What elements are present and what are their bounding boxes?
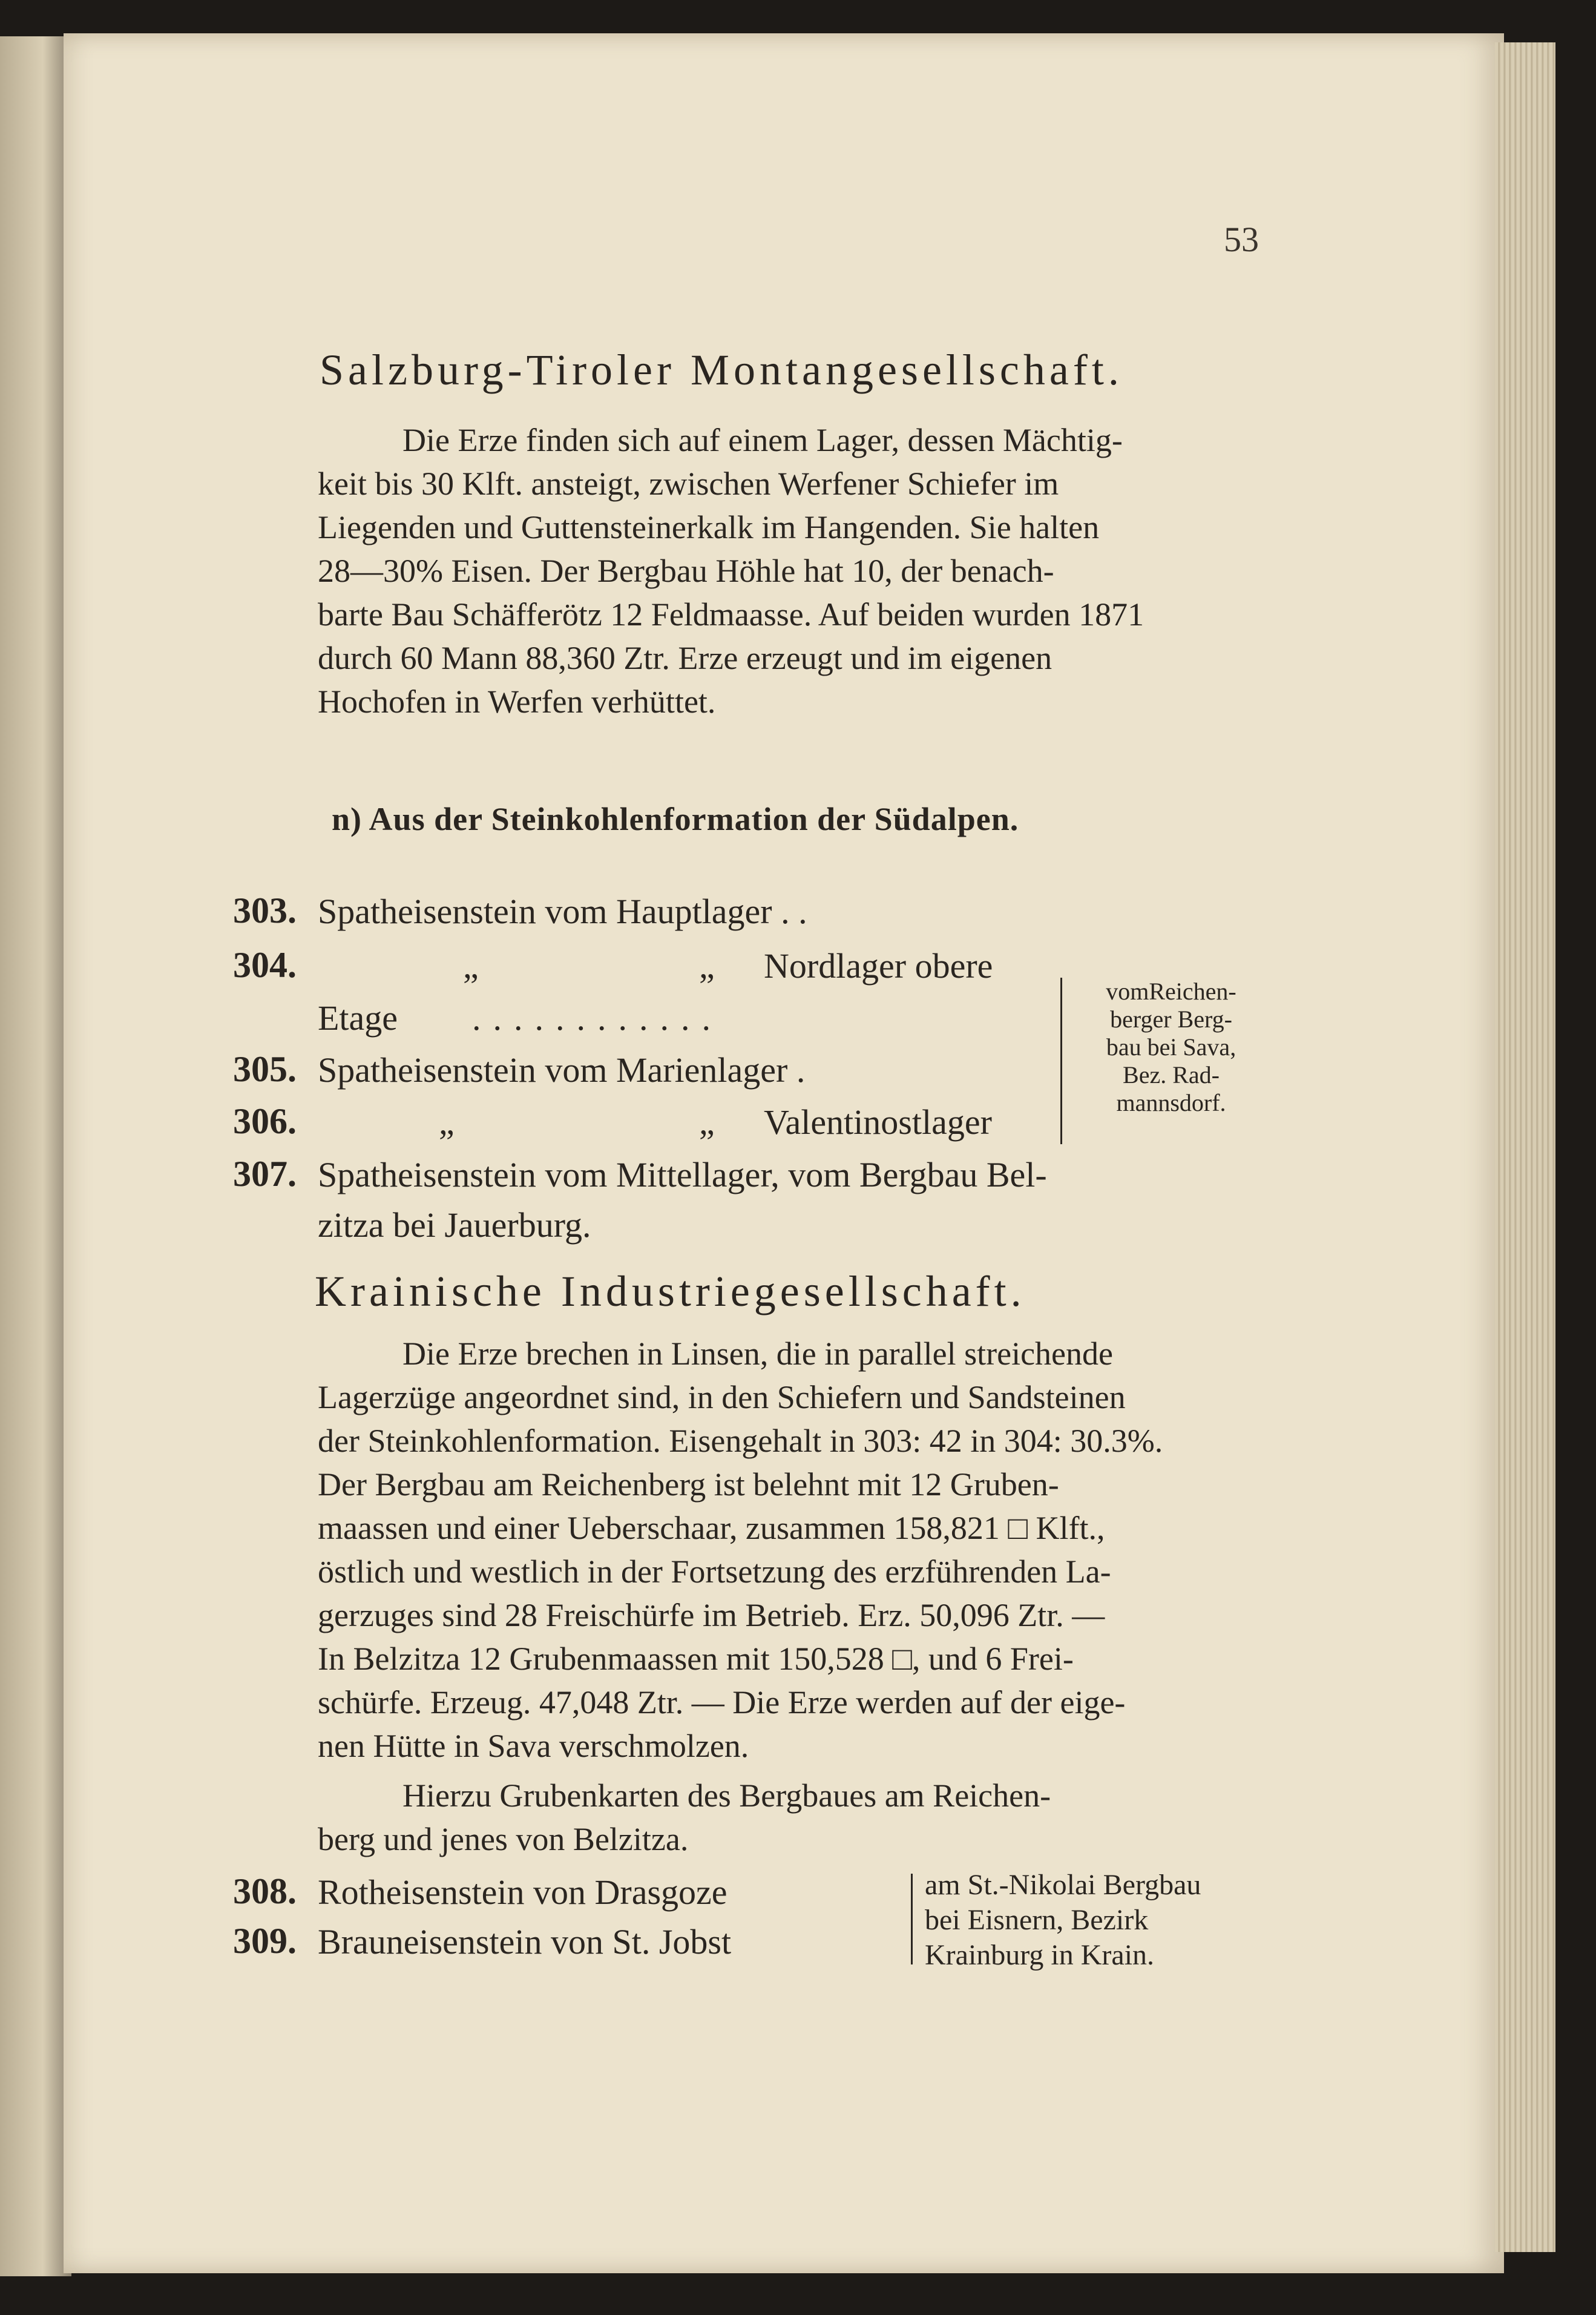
brace (1060, 978, 1062, 1144)
page-stack-edge (1495, 42, 1555, 2252)
side-note-line: vomReichen- (1106, 978, 1236, 1005)
paragraph-line: berg und jenes von Belzitza. (318, 1821, 689, 1857)
side-note-line: am St.-Nikolai Bergbau (925, 1869, 1201, 1901)
side-note (925, 1868, 1264, 1973)
paragraph-line: 28—30% Eisen. Der Bergbau Höhle hat 10, der benach- (318, 553, 1054, 589)
brace (911, 1874, 913, 1964)
entry-number: 305. (233, 1049, 297, 1089)
paragraph-line: Lagerzüge angeordnet sind, in den Schiefern und Sandsteinen (318, 1379, 1126, 1415)
entry-text: Rotheisenstein von Drasgoze (318, 1872, 727, 1912)
side-note-line: bei Eisnern, Bezirk (925, 1904, 1149, 1936)
entry-number: 304. (233, 945, 297, 985)
paragraph-line: nen Hütte in Sava verschmolzen. (318, 1728, 749, 1764)
entry-number: 306. (233, 1101, 297, 1141)
section-title-krain: Krainische Industriegesellschaft. (315, 1267, 1026, 1316)
entry-continuation: Etage (318, 998, 398, 1038)
ditto-mark: „ (699, 1102, 715, 1142)
entry-number: 307. (233, 1154, 297, 1194)
page-number: 53 (1224, 220, 1259, 259)
paragraph-line: Die Erze brechen in Linsen, die in parallel streichende (402, 1335, 1113, 1372)
paragraph-line: Der Bergbau am Reichenberg ist belehnt mit 12 Gruben- (318, 1466, 1059, 1503)
entry-number: 308. (233, 1871, 297, 1911)
entry-continuation: zitza bei Jauerburg. (318, 1205, 591, 1245)
side-note (1071, 978, 1271, 1117)
ditto-mark: „ (439, 1102, 455, 1142)
side-note-line: Bez. Rad- (1123, 1061, 1220, 1088)
ditto-mark: „ (699, 946, 715, 986)
side-note-line: bau bei Sava, (1106, 1033, 1236, 1061)
paragraph-line: maassen und einer Ueberschaar, zusammen 158,821 □ Klft., (318, 1510, 1105, 1546)
paragraph-line: barte Bau Schäfferötz 12 Feldmaasse. Auf beiden wurden 1871 (318, 596, 1144, 633)
side-note-line: mannsdorf. (1116, 1089, 1226, 1116)
paragraph-line: der Steinkohlenformation. Eisengehalt in 303: 42 in 304: 30.3%. (318, 1423, 1163, 1459)
paragraph-line: keit bis 30 Klft. ansteigt, zwischen Werfener Schiefer im (318, 466, 1059, 502)
paragraph-line: durch 60 Mann 88,360 Ztr. Erze erzeugt und im eigenen (318, 640, 1053, 676)
paragraph-line: Hochofen in Werfen verhüttet. (318, 683, 716, 720)
entry-number: 309. (233, 1921, 297, 1961)
left-page-edge (0, 36, 71, 2276)
entry-text: Nordlager obere (764, 946, 993, 986)
entry-text: Brauneisenstein von St. Jobst (318, 1922, 732, 1961)
side-note-line: berger Berg- (1110, 1006, 1232, 1033)
paragraph-line: In Belzitza 12 Grubenmaassen mit 150,528 □, und 6 Frei- (318, 1641, 1074, 1677)
paragraph-line: Hierzu Grubenkarten des Bergbaues am Reichen- (402, 1777, 1051, 1814)
section-title-salzburg: Salzburg-Tiroler Montangesellschaft. (320, 346, 1123, 394)
paragraph-line: Liegenden und Guttensteinerkalk im Hangenden. Sie halten (318, 509, 1100, 545)
entry-number: 303. (233, 891, 297, 930)
entry-text: Spatheisenstein vom Mittellager, vom Bergbau Bel- (318, 1155, 1047, 1194)
entry-text: Spatheisenstein vom Hauptlager . . (318, 892, 807, 931)
paragraph-line: schürfe. Erzeug. 47,048 Ztr. — Die Erze werden auf der eige- (318, 1684, 1126, 1721)
entry-text: Valentinostlager (764, 1102, 992, 1142)
paragraph-line: östlich und westlich in der Fortsetzung des erzführenden La- (318, 1553, 1111, 1590)
paragraph-line: gerzuges sind 28 Freischürfe im Betrieb. Erz. 50,096 Ztr. — (318, 1597, 1105, 1633)
subheading: n) Aus der Steinkohlenformation der Südalpen. (332, 801, 1019, 837)
paragraph-line: Die Erze finden sich auf einem Lager, dessen Mächtig- (402, 422, 1123, 458)
leader-dots: ............ (472, 998, 723, 1038)
ditto-mark: „ (463, 946, 479, 986)
side-note-line: Krainburg in Krain. (925, 1939, 1155, 1971)
entry-text: Spatheisenstein vom Marienlager . (318, 1050, 806, 1090)
